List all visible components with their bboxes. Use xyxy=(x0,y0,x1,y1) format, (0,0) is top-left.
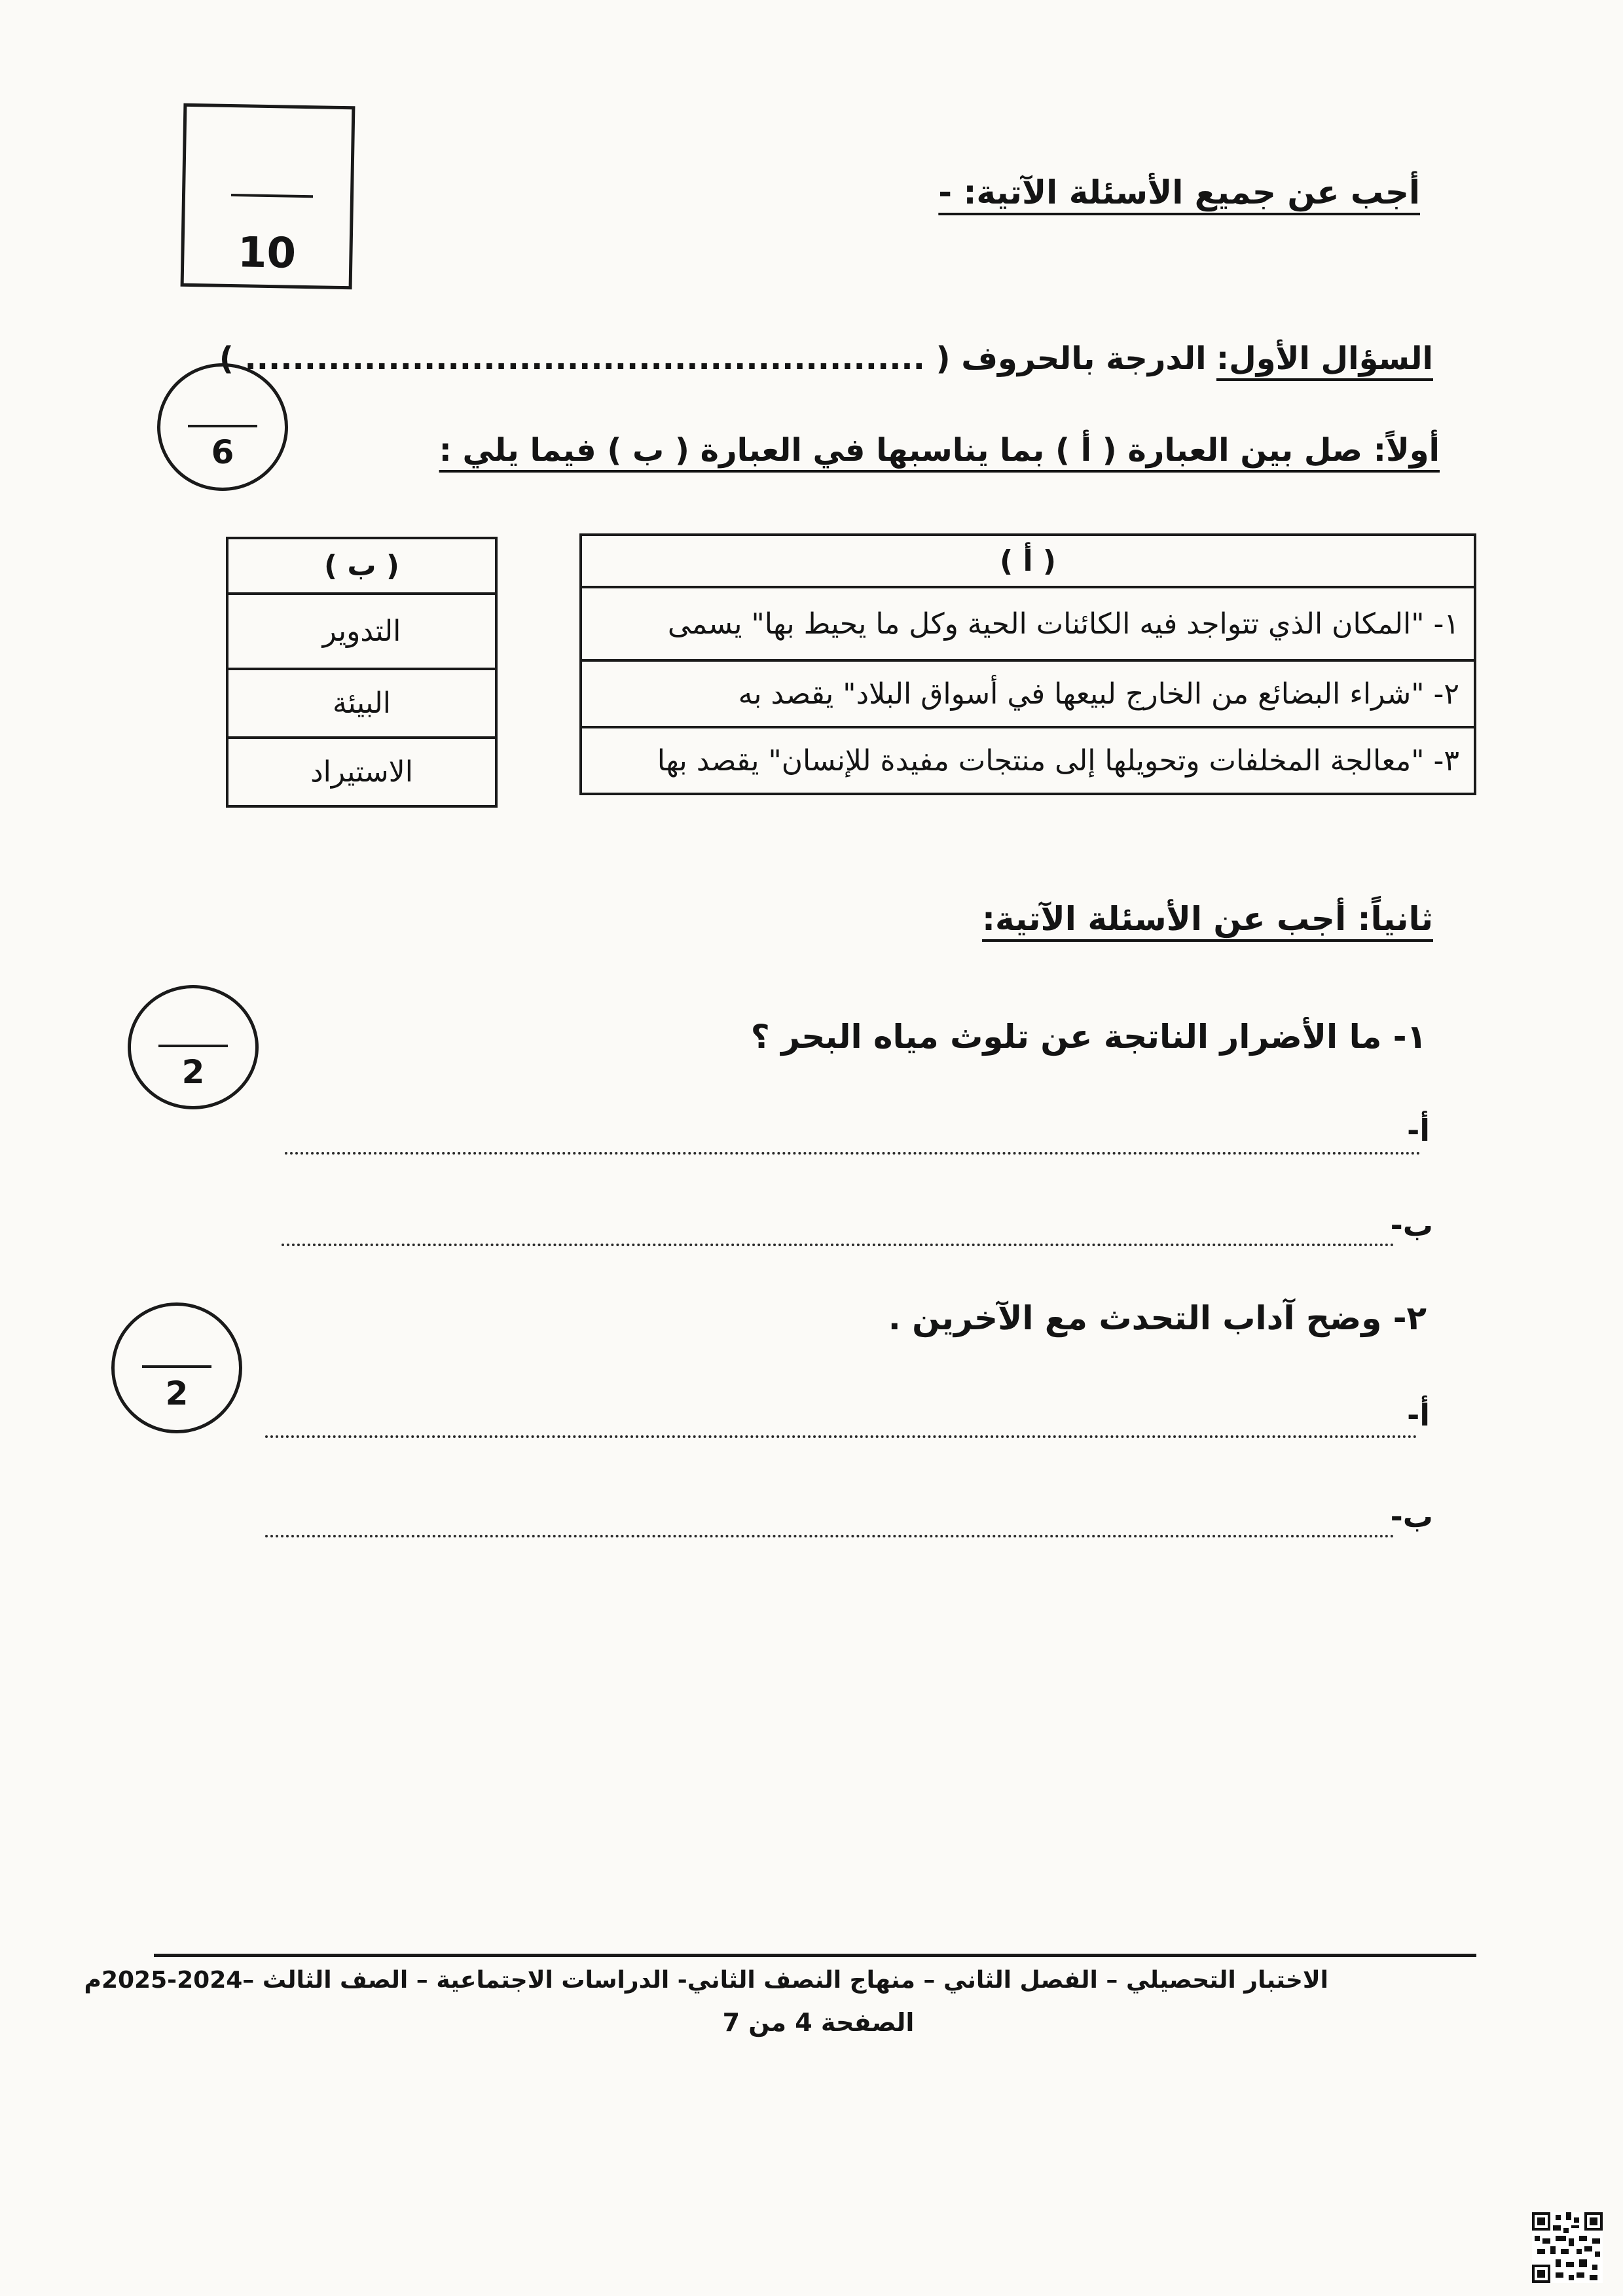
answer-label-b: ب- xyxy=(1390,1499,1433,1534)
qr-code-icon xyxy=(1532,2212,1603,2283)
matching-table-b xyxy=(226,537,498,808)
general-instruction: أجب عن جميع الأسئلة الآتية: - xyxy=(938,173,1420,211)
grade-in-words: الدرجة بالحروف ( ......................................................... ) xyxy=(219,340,1207,377)
footer-exam-info: الاختبار التحصيلي – الفصل الثاني – منهاج النصف الثاني- الدراسات الاجتماعية – الصف الثالث –2024-2025م xyxy=(84,1967,1328,1994)
answer-line[interactable] xyxy=(285,1152,1421,1155)
answer-line[interactable] xyxy=(265,1435,1417,1438)
answer-label-a: أ- xyxy=(1407,1397,1430,1433)
part1-title: أولاً: صل بين العبارة ( أ ) بما يناسبها في العبارة ( ب ) فيما يلي : xyxy=(439,432,1440,469)
column-b-header: ( ب ) xyxy=(227,538,496,594)
score-line xyxy=(231,194,313,198)
question2-1-text: ١- ما الأضرار الناتجة عن تلوث مياه البحر ؟ xyxy=(750,1018,1427,1056)
answer-line[interactable] xyxy=(265,1535,1395,1537)
matching-table-a xyxy=(579,533,1476,795)
part1-score-circle xyxy=(157,363,288,491)
question2-1-score-circle xyxy=(128,985,259,1109)
part1-score: 6 xyxy=(211,433,234,471)
question2-2-score: 2 xyxy=(165,1374,189,1412)
answer-option-2: البيئة xyxy=(227,669,496,738)
answer-label-b: ب- xyxy=(1390,1208,1433,1243)
question2-2-score-circle xyxy=(111,1302,242,1433)
footer-rule xyxy=(154,1954,1476,1957)
statement-3: ٣- "معالجة المخلفات وتحويلها إلى منتجات مفيدة للإنسان" يقصد بها xyxy=(581,727,1475,794)
statement-2: ٢- "شراء البضائع من الخارج لبيعها في أسواق البلاد" يقصد به xyxy=(581,660,1475,727)
answer-option-1: التدوير xyxy=(227,594,496,669)
question1-label: السؤال الأول: xyxy=(1216,340,1433,377)
question2-2-text: ٢- وضح آداب التحدث مع الآخرين . xyxy=(888,1299,1427,1337)
answer-label-a: أ- xyxy=(1407,1113,1430,1148)
question1-header xyxy=(219,340,1433,377)
total-score: 10 xyxy=(237,228,297,278)
statement-1: ١- "المكان الذي تتواجد فيه الكائنات الحية وكل ما يحيط بها" يسمى xyxy=(581,587,1475,660)
footer-page-number: الصفحة 4 من 7 xyxy=(722,2008,915,2037)
question2-1-score: 2 xyxy=(181,1053,205,1091)
answer-line[interactable] xyxy=(282,1244,1395,1246)
column-a-header: ( أ ) xyxy=(581,535,1475,587)
part2-title: ثانياً: أجب عن الأسئلة الآتية: xyxy=(982,900,1433,938)
total-score-box xyxy=(181,103,356,290)
answer-option-3: الاستيراد xyxy=(227,738,496,806)
